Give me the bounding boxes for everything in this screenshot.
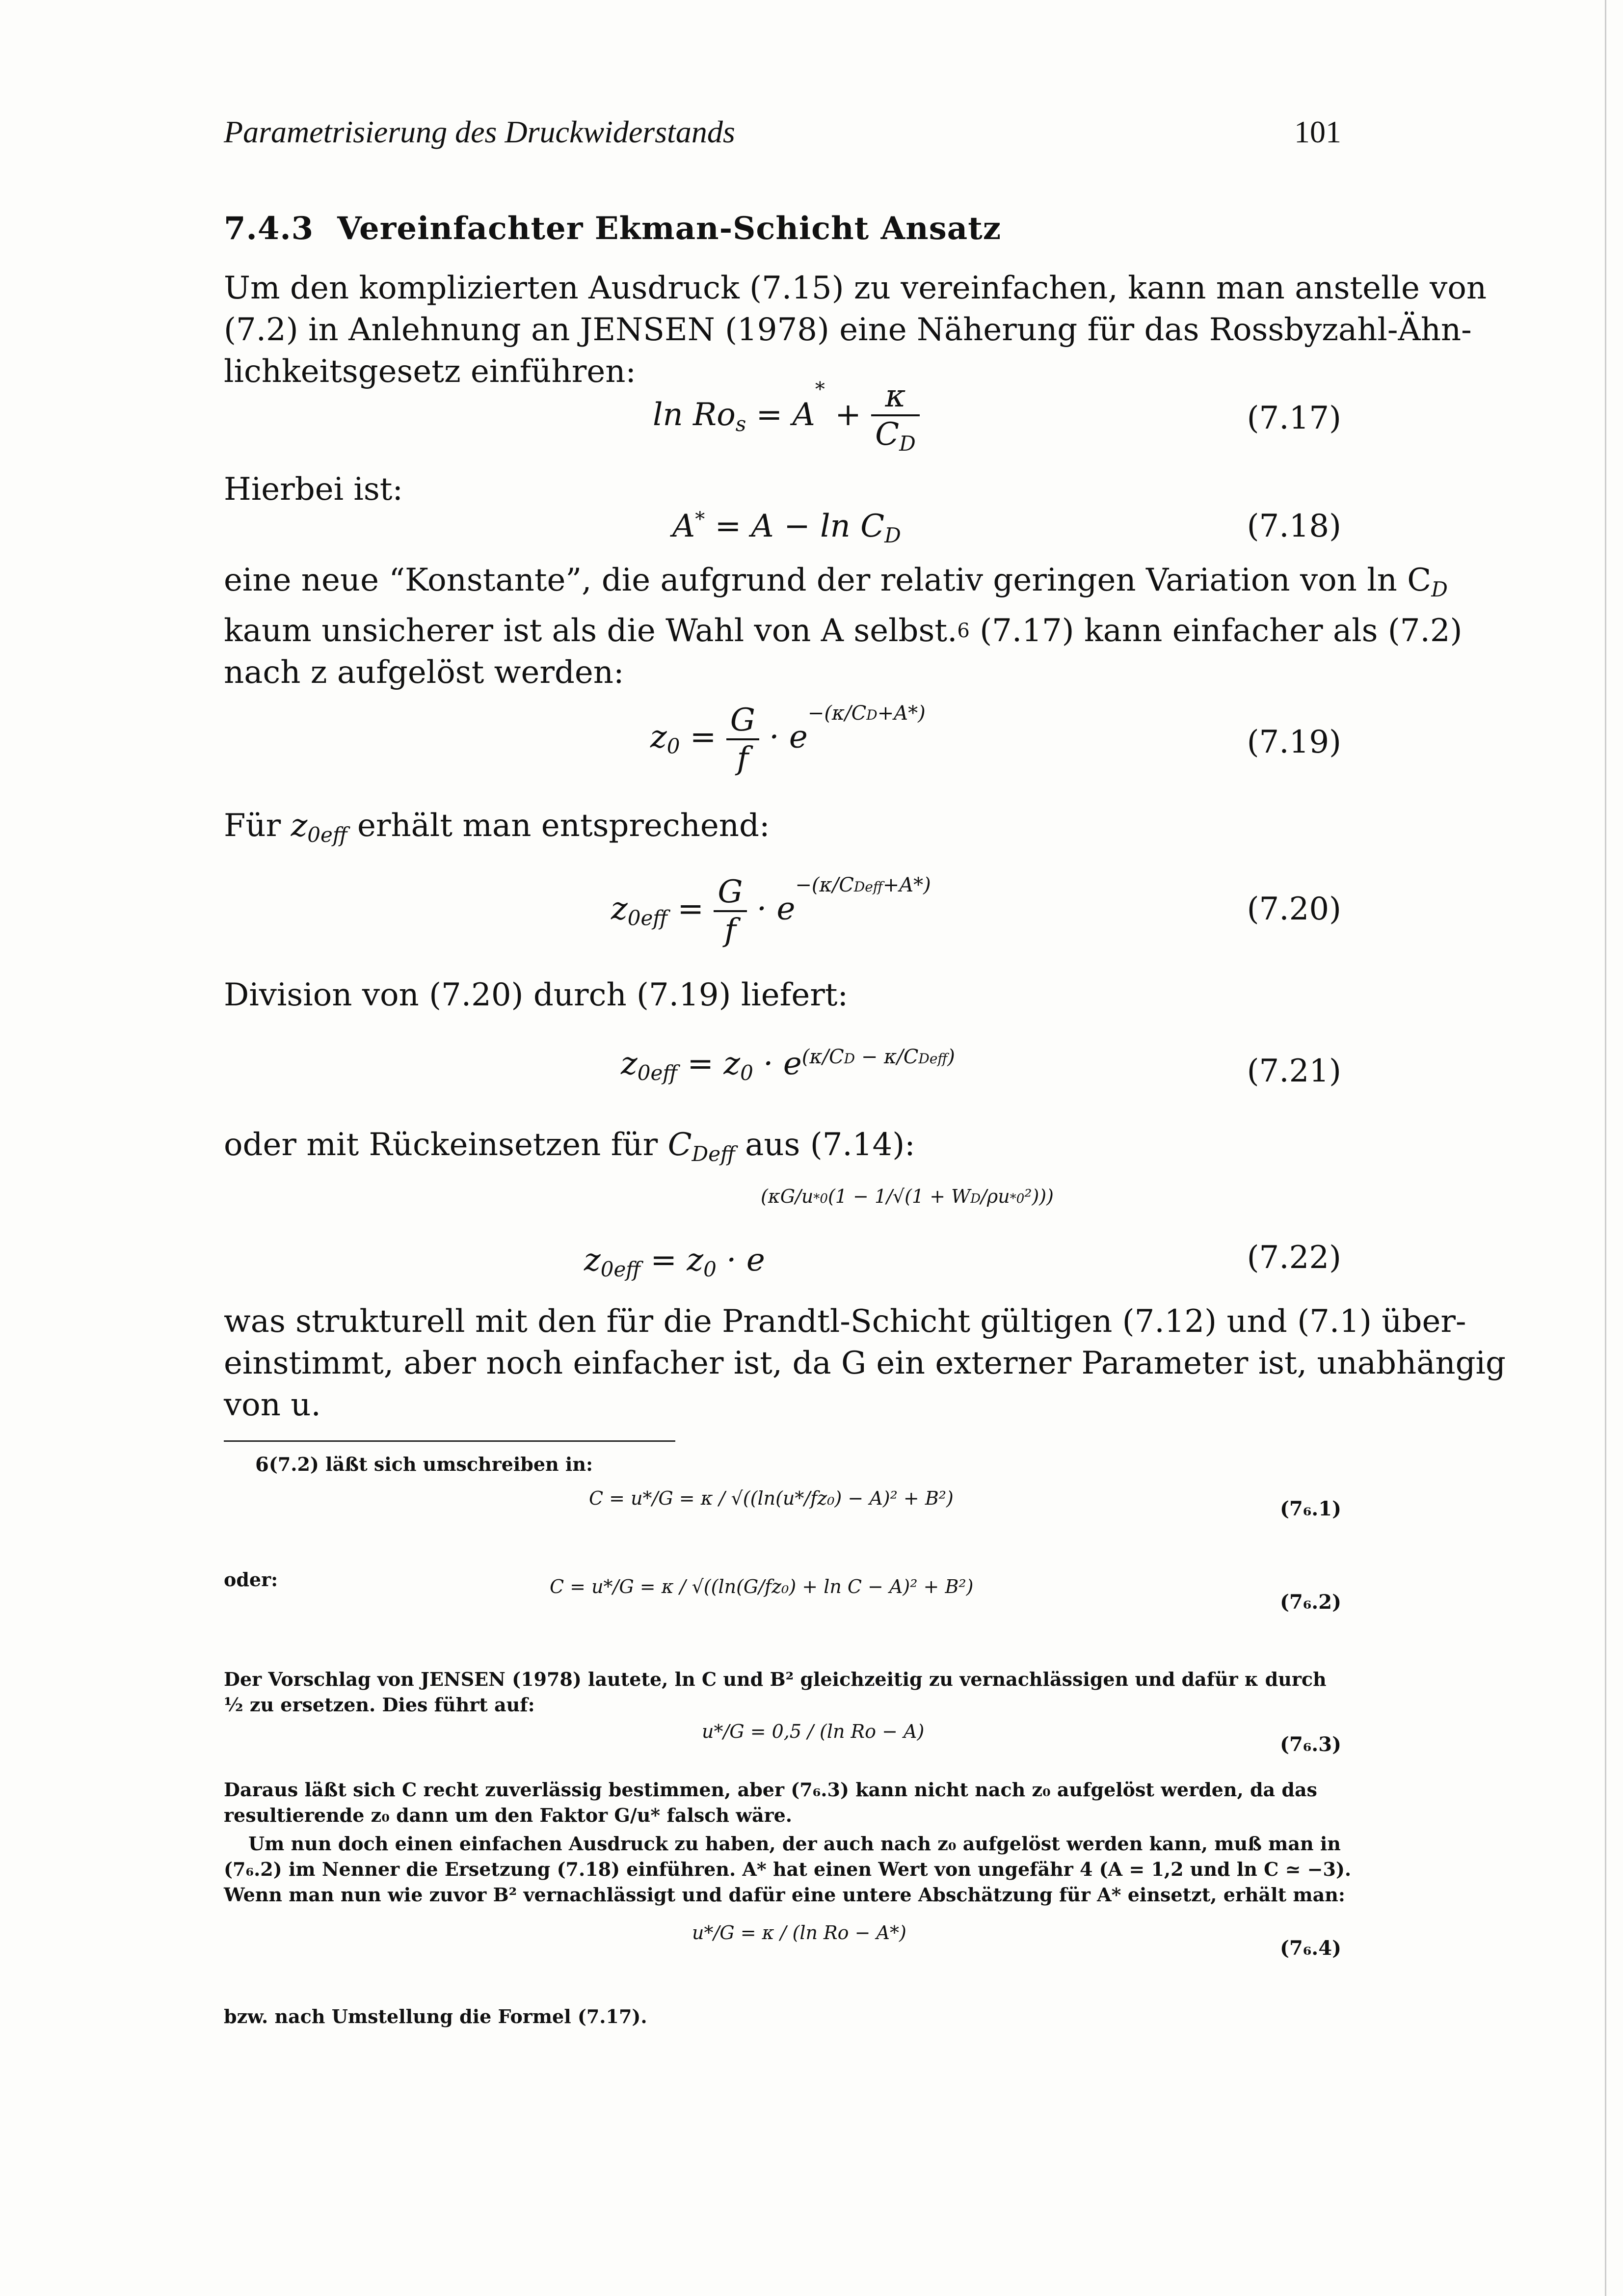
paragraph-3 xyxy=(224,1301,1506,1426)
footnote-eq-1: C = u*/G = κ / √((ln(u*/fz₀) − A)² + B²) xyxy=(589,1487,954,1509)
page-number: 101 xyxy=(1294,114,1341,149)
eq-numerator: G xyxy=(726,702,759,740)
eq-numerator: κ xyxy=(871,378,920,416)
text-line: ½ zu ersetzen. Dies führt auf: xyxy=(224,1694,535,1716)
text-line: nach z aufgelöst werden: xyxy=(224,654,624,691)
footnote-intro xyxy=(255,1453,593,1476)
text-line: lichkeitsgesetz einführen: xyxy=(224,353,636,390)
footnote-eq-3: u*/G = 0,5 / (ln Ro − A) xyxy=(702,1721,925,1742)
footnote-eq-label: (7₆.3) xyxy=(1280,1733,1341,1756)
equation-7-18: $A^* = A - \ln C_D$ xyxy=(672,508,901,547)
text-line: eine neue “Konstante”, die aufgrund der relativ geringen Variation von $\ln C_D$ xyxy=(224,562,1448,601)
footnote-eq-2: C = u*/G = κ / √((ln(G/fz₀) + ln C − A)² + B²) xyxy=(550,1576,974,1597)
footnote-eq-4: u*/G = κ / (ln Ro − A*) xyxy=(692,1922,906,1944)
section-title: Vereinfachter Ekman-Schicht Ansatz xyxy=(337,210,1002,247)
footnote-daraus xyxy=(224,1777,1341,1828)
hierbei-text: Hierbei ist: xyxy=(224,471,403,508)
paragraph-2 xyxy=(224,560,1463,694)
eq-numerator: G xyxy=(714,874,746,912)
equation-label: (7.17) xyxy=(1247,400,1341,436)
text-line: Um nun doch einen einfachen Ausdruck zu haben, der auch nach z₀ aufgelöst werden kann, muß man in xyxy=(248,1833,1341,1855)
fuer-text: Für $z_{0eff}$ erhält man entsprechend: xyxy=(224,808,770,847)
footnote-rule xyxy=(224,1440,675,1442)
division-text: Division von (7.20) durch (7.19) liefert: xyxy=(224,977,849,1013)
text-line: kaum unsicherer ist als die Wahl von A selbst.$^6$ (7.17) kann einfacher als (7.2) xyxy=(224,613,1463,649)
equation-7-21: $z_{0eff} = z_0 \cdot e^{(\kappa/CD - \kappa/CDeff)}$ xyxy=(621,1046,955,1085)
equation-7-20: $z_{0eff}$ = $\frac{G}{f}$ · $e^{-(\kappa/CDeff+A*)}$ xyxy=(611,874,931,948)
text-span: kaum unsicherer ist als die Wahl von A selbst. xyxy=(224,613,958,649)
text-line: (7₆.2) im Nenner die Ersetzung (7.18) einführen. A* hat einen Wert von ungefähr 4 (A = 1,2 und ln C ≃ −3). xyxy=(224,1858,1352,1880)
footnote-intro-text: (7.2) läßt sich umschreiben in: xyxy=(268,1453,593,1475)
text-line: Der Vorschlag von JENSEN (1978) lautete, ln C und B² gleichzeitig zu vernachlässigen und dafür κ durch xyxy=(224,1668,1327,1690)
footnote-eq-label: (7₆.2) xyxy=(1280,1591,1341,1614)
text-line: was strukturell mit den für die Prandtl-Schicht gültigen (7.12) und (7.1) über- xyxy=(224,1303,1466,1340)
text-line: Daraus läßt sich C recht zuverlässig bestimmen, aber (7₆.3) kann nicht nach z₀ aufgelöst werden, da das xyxy=(224,1779,1317,1801)
text-line: einstimmt, aber noch einfacher ist, da G ein externer Parameter ist, unabhängig xyxy=(224,1345,1506,1381)
rueck-text: oder mit Rückeinsetzen für $C_{Deff}$ aus (7.14): xyxy=(224,1127,915,1166)
section-number: 7.4.3 xyxy=(224,210,314,247)
equation-7-22: $z_{0eff} = z_0 \cdot e$ xyxy=(584,1242,765,1281)
footnote-closing: bzw. nach Umstellung die Formel (7.17). xyxy=(224,2005,647,2027)
equation-7-17: $\ln Ro_s = A^*$ + $\frac{\kappa}{C_D}$ xyxy=(653,378,920,456)
footnote-marker: 6 xyxy=(255,1453,269,1476)
eq-denominator: f xyxy=(737,740,749,777)
footnote-eq-label: (7₆.1) xyxy=(1280,1497,1341,1520)
equation-label: (7.19) xyxy=(1247,724,1341,760)
text-span: (7.17) kann einfacher als (7.2) xyxy=(980,613,1463,649)
text-span: eine neue “Konstante”, die aufgrund der relativ geringen Variation von ln C xyxy=(224,562,1432,598)
section-heading xyxy=(224,210,1001,247)
text-line: (7.2) in Anlehnung an JENSEN (1978) eine Näherung für das Rossbyzahl-Ähn- xyxy=(224,312,1472,348)
footnote-eq-label: (7₆.4) xyxy=(1280,1937,1341,1960)
text-line xyxy=(224,1384,1341,1426)
equation-label: (7.22) xyxy=(1247,1240,1341,1276)
eq-denominator: f xyxy=(724,912,736,948)
equation-label: (7.18) xyxy=(1247,508,1341,544)
equation-label: (7.20) xyxy=(1247,891,1341,927)
scan-edge-line xyxy=(1605,0,1606,2296)
text-line: Wenn man nun wie zuvor B² vernachlässigt und dafür eine untere Abschätzung für A* einsetzt, erhält man: xyxy=(224,1884,1345,1906)
footnote-umnun xyxy=(224,1831,1352,1908)
equation-7-22-exponent: (κG/u*0(1 − 1/√(1 + WD/ρu*0²))) xyxy=(761,1186,1054,1207)
text-line: Um den komplizierten Ausdruck (7.15) zu vereinfachen, kann man anstelle von xyxy=(224,270,1487,306)
footnote-oder: oder: xyxy=(224,1568,278,1591)
text-span: von u. xyxy=(224,1387,321,1423)
paragraph-1 xyxy=(224,268,1487,393)
equation-7-19: $z_0$ = $\frac{G}{f}$ · $e^{-(\kappa/CD+A*)}$ xyxy=(650,702,926,777)
equation-label: (7.21) xyxy=(1247,1053,1341,1089)
text-line: resultierende z₀ dann um den Faktor G/u* falsch wäre. xyxy=(224,1804,793,1826)
footnote-jensen xyxy=(224,1667,1341,1718)
running-title: Parametrisierung des Druckwiderstands xyxy=(224,114,735,149)
